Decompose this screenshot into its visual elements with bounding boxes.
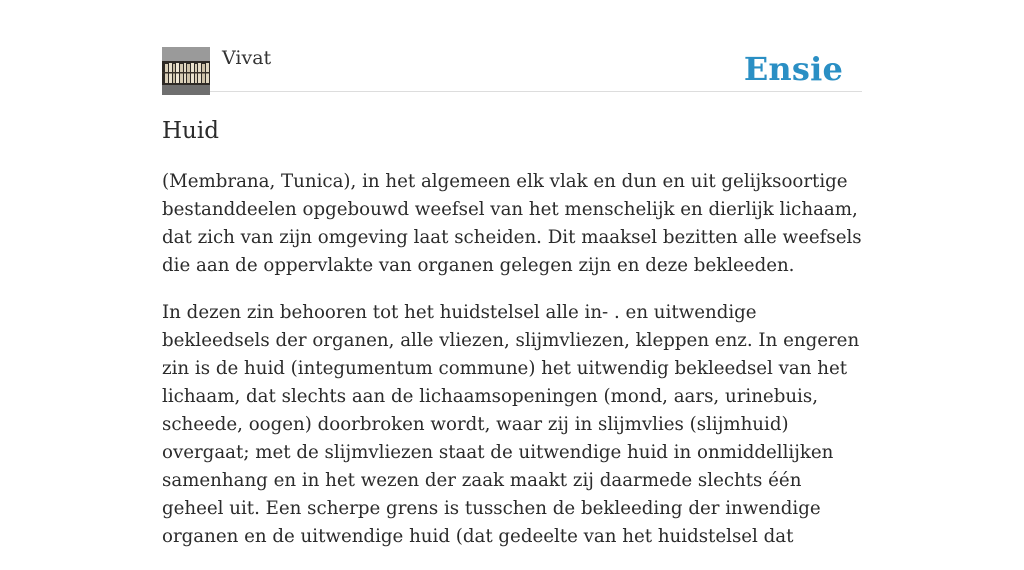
article-paragraph: (Membrana, Tunica), in het algemeen elk vlak en dun en uit gelijksoortige bestanddeelen opgebouwd weefsel van het menschelijk en dierlijk lichaam, dat zich van zijn omgeving laat scheiden. Dit maaksel bezitten alle weefsels die aan de oppervlakte van organen gelegen zijn en deze bekleeden. [162,171,862,276]
bookshelf-avatar-icon [162,47,210,95]
page-header [162,46,862,92]
article-title: Huid [162,118,219,144]
brand-logo[interactable]: Ensie [743,50,843,88]
author-avatar[interactable] [162,47,210,95]
article-body [162,168,866,570]
author-name[interactable]: Vivat [222,47,272,69]
article-paragraph: In dezen zin behooren tot het huidstelsel alle in- . en uitwendige bekleedsels der organen, alle vliezen, slijmvliezen, kleppen enz. In engeren zin is de huid (integumentum commune) het uitwendig bekleedsel van het lichaam, dat slechts aan de lichaamsopeningen (mond, aars, urinebuis, scheede, oogen) doorbroken wordt, waar zij in slijmvlies (slijmhuid) overgaat; met de slijmvliezen staat de uitwendige huid in onmiddellijken samenhang en in het wezen der zaak maakt zij daarmede slechts één geheel uit. Een scherpe grens is tusschen de bekleeding der inwendige organen en de uitwendige huid (dat gedeelte van het huidstelsel dat [162,302,860,547]
